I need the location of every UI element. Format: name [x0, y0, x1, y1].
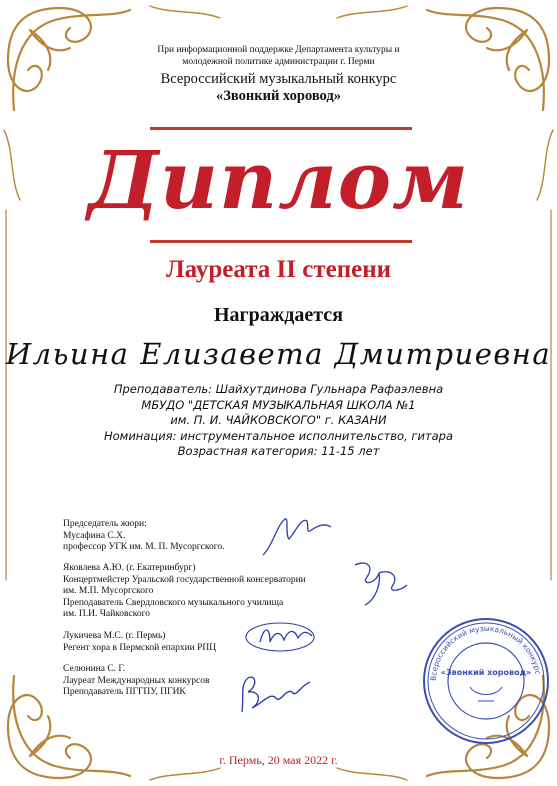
contest-label: Всероссийский музыкальный конкурс	[160, 71, 397, 87]
support-line-1: При информационной поддержке Департамента культуры и	[157, 45, 400, 55]
diploma-title: Диплом	[87, 133, 470, 227]
jury-line: Лауреат Международных конкурсов	[63, 675, 210, 686]
jury-line: Концертмейстер Уральской государственной консерватории	[63, 574, 306, 585]
jury-line: Преподаватель Свердловского музыкального училища	[63, 597, 284, 608]
jury-member-3	[63, 631, 216, 654]
bottom-red-rule	[150, 240, 412, 243]
age-category-line: Возрастная категория: 11-15 лет	[177, 444, 380, 458]
jury-line: Яковлева А.Ю. (г. Екатеринбург)	[63, 563, 196, 573]
round-seal	[420, 615, 552, 747]
seal-graphic	[420, 615, 552, 747]
jury-line: Селюнина С. Г.	[63, 664, 126, 674]
award-details	[0, 382, 557, 460]
laureate-degree: Лауреата II степени	[165, 256, 392, 283]
jury-member-1	[63, 519, 225, 554]
signature-2	[345, 555, 415, 610]
jury-line: Мусафина С.Х.	[63, 530, 126, 541]
jury-line: Регент хора в Пермской епархии РПЦ	[63, 642, 217, 653]
awarded-label: Награждается	[213, 304, 344, 326]
jury-line: Преподаватель ПГГПУ, ПГИК	[63, 687, 186, 697]
jury-line: Председатель жюри:	[63, 519, 147, 529]
seal-ring-text: Всероссийский музыкальный конкурс	[428, 623, 543, 682]
jury-line: им. М.П. Мусоргского	[63, 586, 154, 596]
school-line-2: им. П. И. ЧАЙКОВСКОГО" г. КАЗАНИ	[170, 413, 387, 427]
signature-4	[230, 668, 320, 720]
signature-1	[255, 505, 335, 565]
top-red-rule	[150, 127, 412, 130]
nomination-line: Номинация: инструментальное исполнительство, гитара	[103, 428, 454, 443]
school-line-1: МБУДО "ДЕТСКАЯ МУЗЫКАЛЬНАЯ ШКОЛА №1	[141, 397, 416, 412]
place-and-date: г. Пермь, 20 мая 2022 г.	[219, 753, 338, 767]
jury-line: профессор УГК им. М. П. Мусоргского.	[63, 542, 225, 552]
recipient-name: Ильина Елизавета Дмитриевна	[5, 337, 552, 371]
seal-center-text: «Звонкий хоровод»	[440, 668, 532, 677]
jury-line: им. П.И. Чайковского	[63, 609, 150, 619]
teacher-line: Преподаватель: Шайхутдинова Гульнара Рафаэлевна	[113, 382, 444, 396]
contest-name: «Звонкий хоровод»	[216, 88, 341, 104]
jury-line: Лукичева М.С. (г. Пермь)	[63, 631, 166, 641]
support-text	[0, 44, 557, 68]
jury-member-4	[63, 664, 210, 699]
signature-3	[240, 612, 325, 662]
support-line-2: молодежной политике администрации г. Перми	[182, 57, 375, 67]
